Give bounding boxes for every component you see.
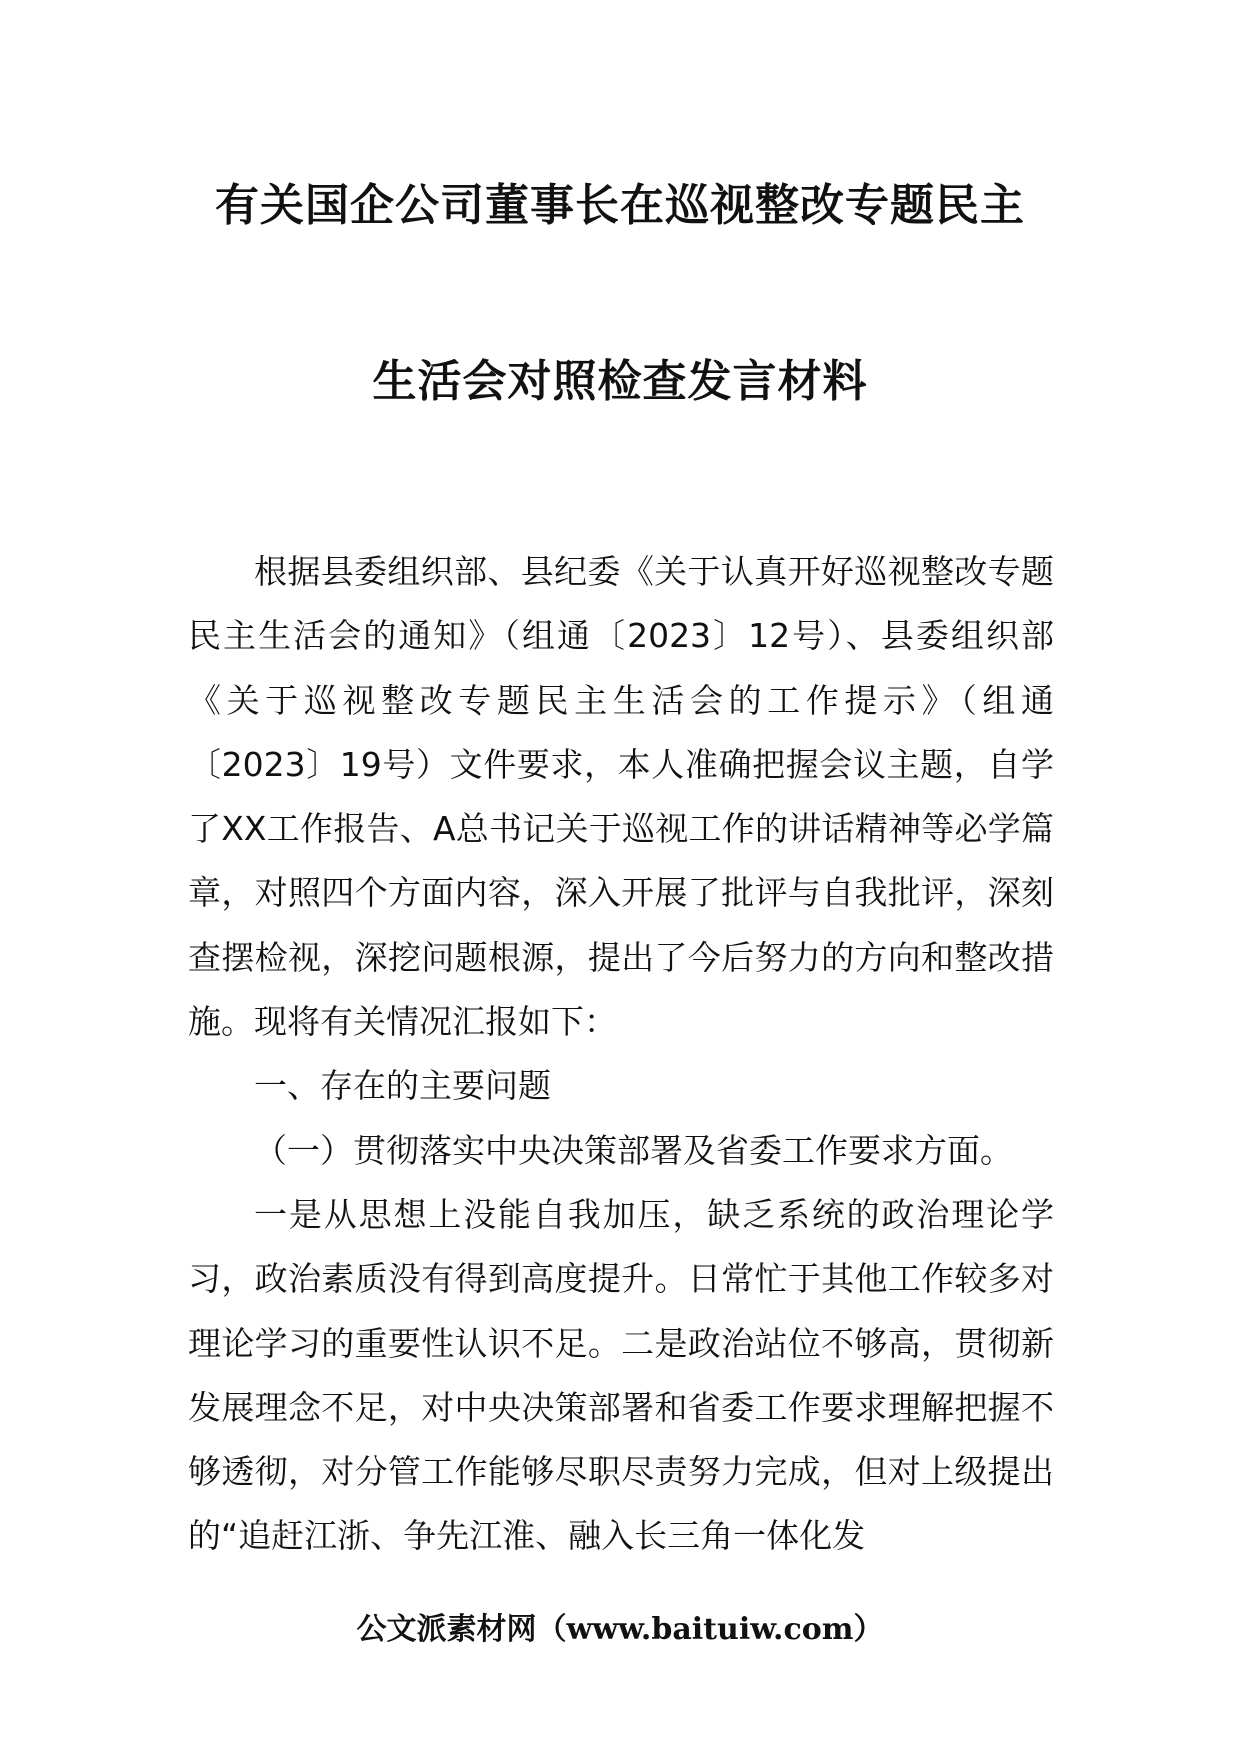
subsection-heading: （一）贯彻落实中央决策部署及省委工作要求方面。 — [254, 1130, 1013, 1170]
footer-watermark: 公文派素材网（www.baituiw.com） — [356, 1612, 884, 1647]
document-title-line-2: 生活会对照检查发言材料 — [372, 356, 868, 407]
document-body — [188, 540, 1054, 1569]
intro-paragraph: 根据县委组织部、县纪委《关于认真开好巡视整改专题民主生活会的通知》（组通〔2023〕12号）、县委组织部《关于巡视整改专题民主生活会的工作提示》（组通〔2023〕19号）文件要求，本人准确把握会议主题，自学了XX工作报告、A总书记关于巡视工作的讲话精神等必学篇章，对照四个方面内容，深入开展了批评与自我批评，深刻查摆检视，深挖问题根源，提出了今后努力的方向和整改措施。现将有关情况汇报如下： — [188, 552, 1054, 1042]
body-paragraph: 一是从思想上没能自我加压，缺乏系统的政治理论学习，政治素质没有得到高度提升。日常忙于其他工作较多对理论学习的重要性认识不足。二是政治站位不够高，贯彻新发展理念不足，对中央决策部署和省委工作要求理解把握不够透彻，对分管工作能够尽职尽责努力完成，但对上级提出的“追赶江浙、争先江淮、融入长三角一体化发 — [188, 1194, 1054, 1556]
section-heading: 一、存在的主要问题 — [254, 1066, 551, 1106]
document-title-line-1: 有关国企公司董事长在巡视整改专题民主 — [215, 180, 1025, 231]
